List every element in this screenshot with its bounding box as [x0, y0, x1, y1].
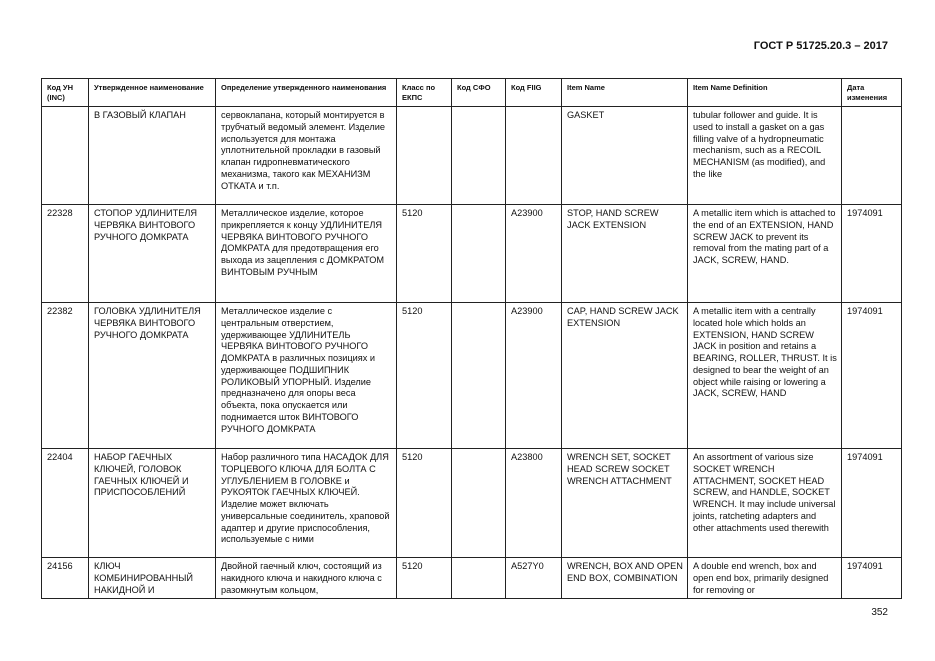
table-header-row	[42, 79, 902, 107]
cell-sfo-code	[452, 205, 506, 303]
cell-approved-name: В ГАЗОВЫЙ КЛАПАН	[89, 107, 216, 205]
cell-inc	[42, 107, 89, 205]
cell-sfo-code	[452, 107, 506, 205]
table-row	[42, 205, 902, 303]
cell-item-name-definition: An assortment of various size SOCKET WRENCH ATTACHMENT, SOCKET HEAD SCREW, and HANDLE, SOCKET WRENCH. It may include universal joints, ratcheting adapters and other attachments used therewith	[688, 449, 842, 558]
table-row	[42, 449, 902, 558]
cell-item-name-definition: A double end wrench, box and open end box, primarily designed for removing or	[688, 558, 842, 599]
table-row	[42, 107, 902, 205]
cell-inc: 22404	[42, 449, 89, 558]
cell-item-name: CAP, HAND SCREW JACK EXTENSION	[562, 303, 688, 449]
cell-fiig-code	[506, 107, 562, 205]
cell-item-name: WRENCH, BOX AND OPEN END BOX, COMBINATION	[562, 558, 688, 599]
cell-item-name-definition: tubular follower and guide. It is used to install a gasket on a gas filling valve of a hydropneumatic mechanism, such as a RECOIL MECHANISM (as modified), and the like	[688, 107, 842, 205]
cell-approved-name: ГОЛОВКА УДЛИНИТЕЛЯ ЧЕРВЯКА ВИНТОВОГО РУЧНОГО ДОМКРАТА	[89, 303, 216, 449]
column-header-change-date: Дата изменения	[842, 79, 902, 107]
cell-fiig-code: A23900	[506, 303, 562, 449]
cell-fiig-code: A527Y0	[506, 558, 562, 599]
cell-item-name-definition: A metallic item with a centrally located hole which holds an EXTENSION, HAND SCREW JACK in position and retains a BEARING, ROLLER, THRUST. It is designed to bear the weight of an object while raising or lowering a JACK, SCREW, HAND	[688, 303, 842, 449]
column-header-item-name-definition: Item Name Definition	[688, 79, 842, 107]
cell-fiig-code: A23800	[506, 449, 562, 558]
cell-definition: сервоклапана, который монтируется в трубчатый ведомый элемент. Изделие используется для монтажа уплотнительной прокладки в газовый клапан гидропневматического механизма, такого как МЕХАНИЗМ ОТКАТА и т.п.	[216, 107, 397, 205]
column-header-inc: Код УН (INC)	[42, 79, 89, 107]
column-header-approved-name: Утвержденное наименование	[89, 79, 216, 107]
cell-ekps-class: 5120	[397, 205, 452, 303]
cell-sfo-code	[452, 449, 506, 558]
cell-change-date: 1974091	[842, 449, 902, 558]
cell-sfo-code	[452, 303, 506, 449]
cell-change-date	[842, 107, 902, 205]
cell-definition: Двойной гаечный ключ, состоящий из накидного ключа и накидного ключа с разомкнутым кольцом,	[216, 558, 397, 599]
cell-definition: Набор различного типа НАСАДОК ДЛЯ ТОРЦЕВОГО КЛЮЧА ДЛЯ БОЛТА С УГЛУБЛЕНИЕМ В ГОЛОВКЕ и РУКОЯТОК ГАЕЧНЫХ КЛЮЧЕЙ. Изделие может включать универсальные соединитель, храповой адаптер и другие приспособления, используемые с ними	[216, 449, 397, 558]
cell-ekps-class	[397, 107, 452, 205]
cell-item-name-definition: A metallic item which is attached to the end of an EXTENSION, HAND SCREW JACK to prevent its removal from the mating part of a JACK, SCREW, HAND.	[688, 205, 842, 303]
column-header-ekps-class: Класс по ЕКПС	[397, 79, 452, 107]
column-header-fiig-code: Код FIIG	[506, 79, 562, 107]
cell-inc: 22382	[42, 303, 89, 449]
cell-inc: 24156	[42, 558, 89, 599]
column-header-sfo-code: Код СФО	[452, 79, 506, 107]
cell-ekps-class: 5120	[397, 449, 452, 558]
column-header-definition: Определение утвержденного наименования	[216, 79, 397, 107]
page-number: 352	[871, 607, 888, 618]
cell-change-date: 1974091	[842, 558, 902, 599]
cell-approved-name: СТОПОР УДЛИНИТЕЛЯ ЧЕРВЯКА ВИНТОВОГО РУЧНОГО ДОМКРАТА	[89, 205, 216, 303]
cell-definition: Металлическое изделие, которое прикрепляется к концу УДЛИНИТЕЛЯ ЧЕРВЯКА ВИНТОВОГО РУЧНОГО ДОМКРАТА для предотвращения его выхода из зацепления с ДОМКРАТОМ ВИНТОВЫМ РУЧНЫМ	[216, 205, 397, 303]
cell-ekps-class: 5120	[397, 558, 452, 599]
cell-change-date: 1974091	[842, 205, 902, 303]
cell-definition: Металлическое изделие с центральным отверстием, удерживающее УДЛИНИТЕЛЬ ЧЕРВЯКА ВИНТОВОГО РУЧНОГО ДОМКРАТА в различных позициях и удерживающее ПОДШИПНИК РОЛИКОВЫЙ УПОРНЫЙ. Изделие предназначено для опоры веса объекта, пока опускается или поднимается шток ВИНТОВОГО РУЧНОГО ДОМКРАТА	[216, 303, 397, 449]
cell-ekps-class: 5120	[397, 303, 452, 449]
table-row	[42, 558, 902, 599]
cell-fiig-code: A23900	[506, 205, 562, 303]
classification-table	[41, 78, 902, 599]
cell-item-name: WRENCH SET, SOCKET HEAD SCREW SOCKET WRENCH ATTACHMENT	[562, 449, 688, 558]
cell-approved-name: КЛЮЧ КОМБИНИРОВАННЫЙ НАКИДНОЙ И	[89, 558, 216, 599]
cell-sfo-code	[452, 558, 506, 599]
column-header-item-name: Item Name	[562, 79, 688, 107]
cell-item-name: GASKET	[562, 107, 688, 205]
table-row	[42, 303, 902, 449]
cell-change-date: 1974091	[842, 303, 902, 449]
document-standard-title: ГОСТ Р 51725.20.3 – 2017	[753, 40, 888, 52]
cell-approved-name: НАБОР ГАЕЧНЫХ КЛЮЧЕЙ, ГОЛОВОК ГАЕЧНЫХ КЛЮЧЕЙ И ПРИСПОСОБЛЕНИЙ	[89, 449, 216, 558]
cell-inc: 22328	[42, 205, 89, 303]
cell-item-name: STOP, HAND SCREW JACK EXTENSION	[562, 205, 688, 303]
